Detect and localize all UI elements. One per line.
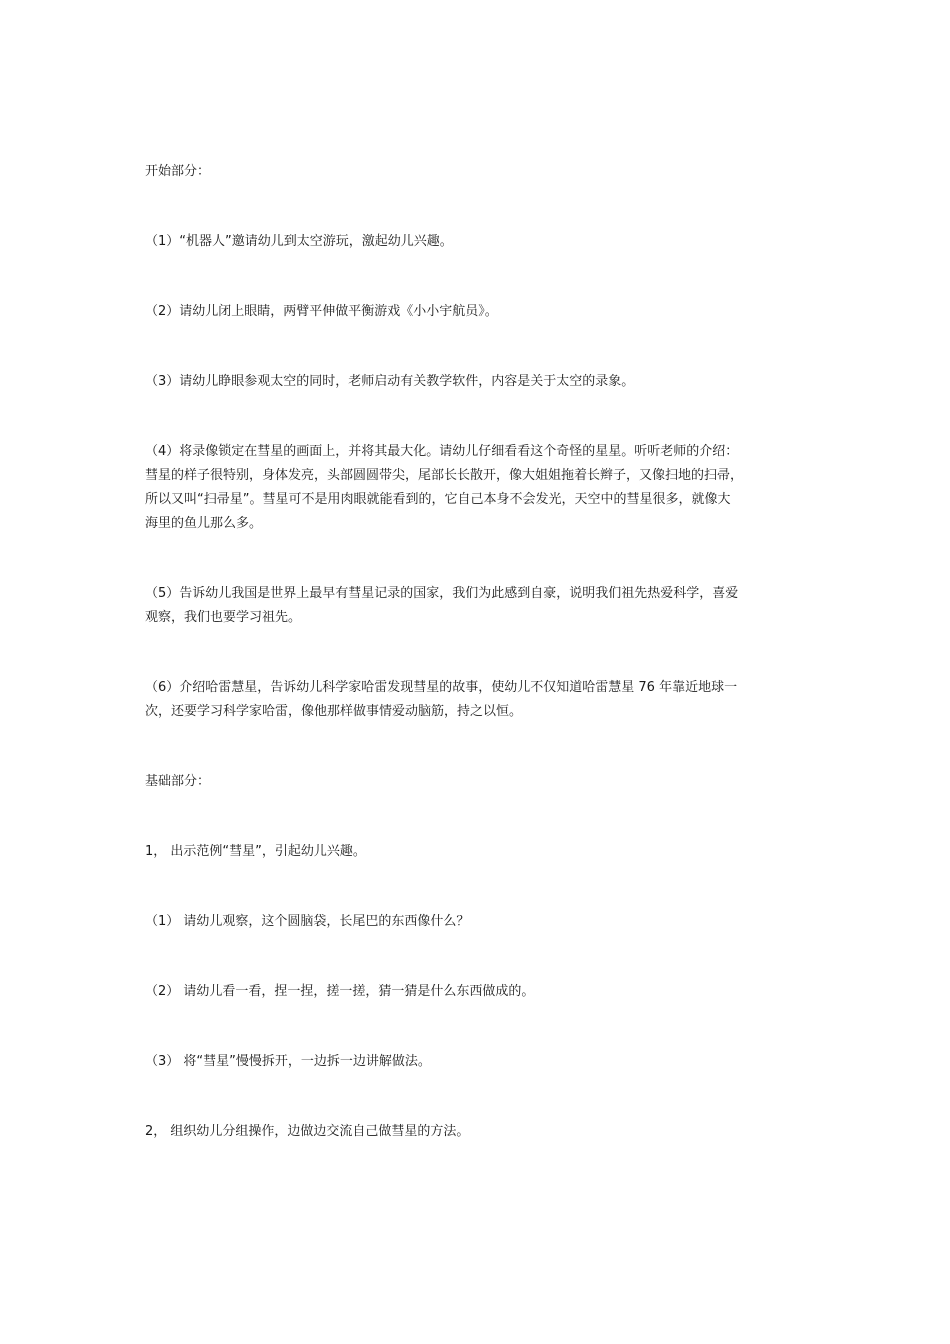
paragraph-6: （6）介绍哈雷慧星，告诉幼儿科学家哈雷发现彗星的故事，使幼儿不仅知道哈雷慧星 76 年靠近地球一 次，还要学习科学家哈雷，像他那样做事情爱动脑筋，持之以恒。	[145, 680, 738, 719]
section-heading-start: 开始部分：	[145, 164, 211, 179]
paragraph-5: （5）告诉幼儿我国是世界上最早有彗星记录的国家，我们为此感到自豪，说明我们祖先热爱科学，喜爱 观察，我们也要学习祖先。	[145, 586, 739, 625]
paragraph-1: （1）“机器人”邀请幼儿到太空游玩，激起幼儿兴趣。	[145, 234, 453, 249]
section-heading-basic: 基础部分：	[145, 774, 211, 789]
sub-item-1: （1） 请幼儿观察，这个圆脑袋，长尾巴的东西像什么？	[145, 914, 470, 929]
list-item-2: 2， 组织幼儿分组操作，边做边交流自己做彗星的方法。	[145, 1124, 470, 1139]
paragraph-2: （2）请幼儿闭上眼睛，两臂平伸做平衡游戏《小小宇航员》。	[145, 304, 498, 319]
list-item-1: 1， 出示范例“彗星”，引起幼儿兴趣。	[145, 844, 366, 859]
paragraph-3: （3）请幼儿睁眼参观太空的同时，老师启动有关教学软件，内容是关于太空的录象。	[145, 374, 635, 389]
document-body	[145, 160, 810, 1190]
sub-item-2: （2） 请幼儿看一看，捏一捏，搓一搓，猜一猜是什么东西做成的。	[145, 984, 535, 999]
sub-item-3: （3） 将“彗星”慢慢拆开，一边拆一边讲解做法。	[145, 1054, 431, 1069]
paragraph-4: （4）将录像锁定在彗星的画面上，并将其最大化。请幼儿仔细看看这个奇怪的星星。听听老师的介绍： 彗星的样子很特别，身体发亮，头部圆圆带尖，尾部长长散开，像大姐姐拖着长辫子，又像扫地的扫帚， 所以又叫“扫帚星”。彗星可不是用肉眼就能看到的，它自己本身不会发光，天空中的彗星很多，就像大 海里的鱼儿那么多。	[145, 444, 744, 531]
